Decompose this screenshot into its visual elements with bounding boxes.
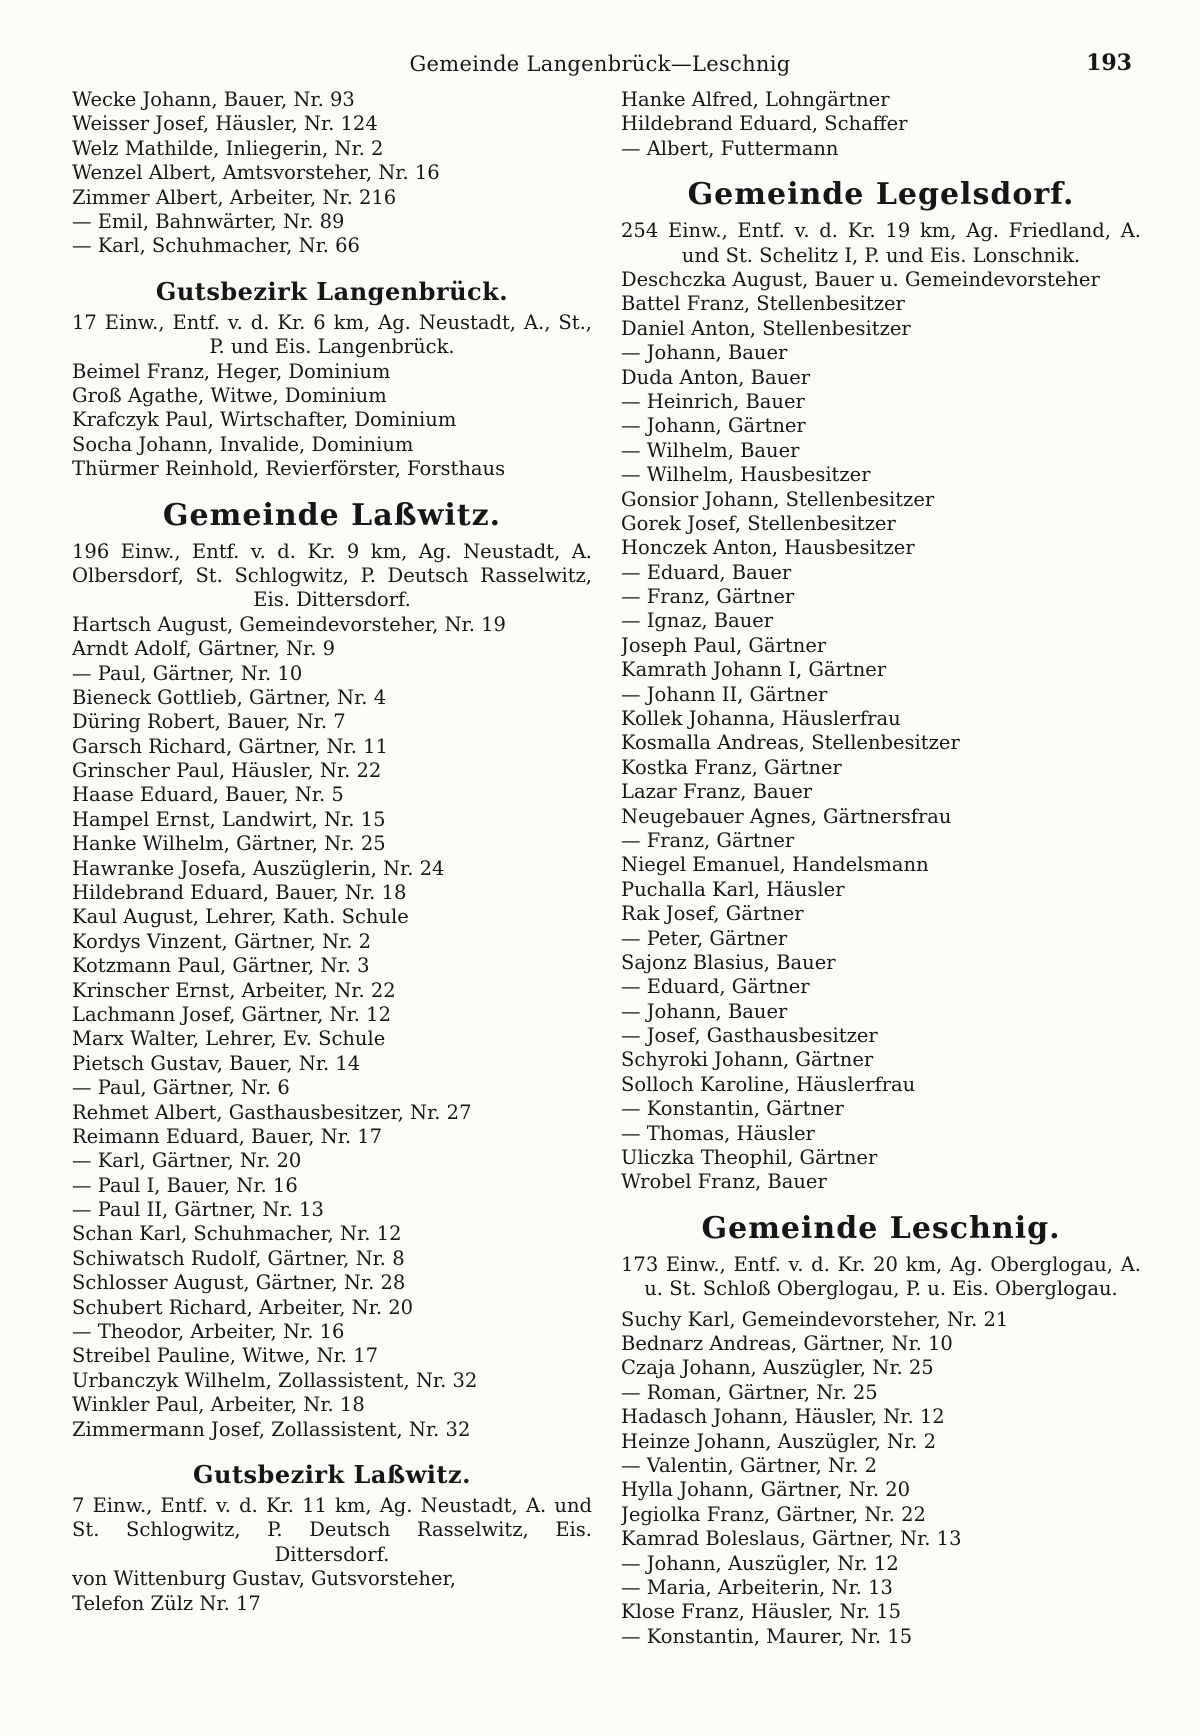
directory-entry: Duda Anton, Bauer: [621, 365, 811, 389]
section-title: Gutsbezirk Laßwitz.: [193, 1460, 471, 1489]
directory-entry: Sajonz Blasius, Bauer: [621, 950, 836, 974]
directory-entry: Neugebauer Agnes, Gärtnersfrau: [621, 804, 952, 828]
directory-entry: — Johann, Bauer: [621, 999, 788, 1023]
left-column: [72, 88, 592, 1616]
directory-entry: Streibel Pauline, Witwe, Nr. 17: [72, 1344, 379, 1368]
directory-entry: Beimel Franz, Heger, Dominium: [72, 359, 391, 383]
directory-entry: Jegiolka Franz, Gärtner, Nr. 22: [621, 1502, 926, 1526]
directory-entry: Daniel Anton, Stellenbesitzer: [621, 316, 911, 340]
directory-entry: Thürmer Reinhold, Revierförster, Forsthaus: [72, 457, 506, 481]
running-title: Gemeinde Langenbrück—Leschnig: [409, 52, 791, 76]
directory-entry: — Ignaz, Bauer: [621, 609, 774, 633]
directory-entry: Schlosser August, Gärtner, Nr. 28: [72, 1271, 406, 1295]
directory-entry: Wenzel Albert, Amtsvorsteher, Nr. 16: [72, 161, 440, 185]
directory-entry: — Karl, Gärtner, Nr. 20: [72, 1149, 302, 1173]
directory-entry: Lazar Franz, Bauer: [621, 780, 813, 804]
directory-entry: Hildebrand Eduard, Bauer, Nr. 18: [72, 881, 407, 905]
section-info: 254 Einw., Entf. v. d. Kr. 19 km, Ag. Friedland, A. und St. Schelitz I, P. und Eis. Lonschnik.: [621, 219, 1141, 267]
directory-entry: Bieneck Gottlieb, Gärtner, Nr. 4: [72, 685, 387, 709]
directory-entry: Krafczyk Paul, Wirtschafter, Dominium: [72, 408, 457, 432]
directory-entry: Wrobel Franz, Bauer: [621, 1170, 827, 1194]
directory-entry: Joseph Paul, Gärtner: [621, 633, 827, 657]
directory-entry: Heinze Johann, Auszügler, Nr. 2: [621, 1429, 936, 1453]
directory-entry: Klose Franz, Häusler, Nr. 15: [621, 1600, 901, 1624]
directory-entry: — Maria, Arbeiterin, Nr. 13: [621, 1575, 893, 1599]
directory-entry: — Paul I, Bauer, Nr. 16: [72, 1173, 298, 1197]
section-title: Gemeinde Leschnig.: [701, 1210, 1061, 1246]
directory-entry: von Wittenburg Gustav, Gutsvorsteher,: [72, 1567, 456, 1591]
directory-entry: Hanke Wilhelm, Gärtner, Nr. 25: [72, 832, 386, 856]
directory-entry: Lachmann Josef, Gärtner, Nr. 12: [72, 1002, 391, 1026]
directory-entry: Gonsior Johann, Stellenbesitzer: [621, 487, 935, 511]
directory-entry: Urbanczyk Wilhelm, Zollassistent, Nr. 32: [72, 1368, 478, 1392]
directory-entry: — Eduard, Gärtner: [621, 975, 810, 999]
directory-entry: Hadasch Johann, Häusler, Nr. 12: [621, 1405, 945, 1429]
directory-entry: — Karl, Schuhmacher, Nr. 66: [72, 234, 360, 258]
directory-entry: Zimmer Albert, Arbeiter, Nr. 216: [72, 185, 397, 209]
directory-entry: Hanke Alfred, Lohngärtner: [621, 88, 890, 111]
section-info: 7 Einw., Entf. v. d. Kr. 11 km, Ag. Neustadt, A. und St. Schlogwitz, P. Deutsch Rasselwitz, Eis. Dittersdorf.: [72, 1494, 592, 1566]
directory-entry: Czaja Johann, Auszügler, Nr. 25: [621, 1356, 934, 1380]
directory-entry: Haase Eduard, Bauer, Nr. 5: [72, 783, 344, 807]
directory-entry: Kotzmann Paul, Gärtner, Nr. 3: [72, 954, 370, 978]
directory-entry: Düring Robert, Bauer, Nr. 7: [72, 710, 346, 734]
directory-entry: — Theodor, Arbeiter, Nr. 16: [72, 1320, 345, 1344]
directory-entry: Marx Walter, Lehrer, Ev. Schule: [72, 1027, 386, 1051]
section-title: Gutsbezirk Langenbrück.: [155, 276, 509, 306]
directory-entry: Rak Josef, Gärtner: [621, 902, 804, 926]
directory-entry: Schubert Richard, Arbeiter, Nr. 20: [72, 1295, 414, 1319]
directory-entry: Gorek Josef, Stellenbesitzer: [621, 511, 896, 535]
directory-entry: Wecke Johann, Bauer, Nr. 93: [72, 88, 355, 111]
directory-entry: — Johann, Auszügler, Nr. 12: [621, 1551, 899, 1575]
directory-entry: — Thomas, Häusler: [621, 1121, 815, 1145]
directory-entry: — Franz, Gärtner: [621, 585, 795, 609]
directory-entry: Honczek Anton, Hausbesitzer: [621, 536, 915, 560]
directory-entry: — Wilhelm, Bauer: [621, 438, 800, 462]
directory-entry: Groß Agathe, Witwe, Dominium: [72, 383, 387, 407]
directory-entry: Kostka Franz, Gärtner: [621, 755, 842, 779]
directory-entry: Kordys Vinzent, Gärtner, Nr. 2: [72, 929, 372, 953]
directory-entry: — Johann II, Gärtner: [621, 682, 828, 706]
directory-entry: Schan Karl, Schuhmacher, Nr. 12: [72, 1222, 402, 1246]
directory-entry: Reimann Eduard, Bauer, Nr. 17: [72, 1124, 383, 1148]
directory-entry: Battel Franz, Stellenbesitzer: [621, 292, 905, 316]
directory-entry: Weisser Josef, Häusler, Nr. 124: [72, 112, 378, 136]
directory-entry: Hildebrand Eduard, Schaffer: [621, 112, 908, 136]
directory-entry: — Konstantin, Gärtner: [621, 1097, 844, 1121]
directory-entry: Welz Mathilde, Inliegerin, Nr. 2: [72, 136, 384, 160]
directory-entry: — Emil, Bahnwärter, Nr. 89: [72, 209, 345, 233]
directory-entry: Arndt Adolf, Gärtner, Nr. 9: [72, 637, 336, 661]
directory-entry: Kaul August, Lehrer, Kath. Schule: [72, 905, 409, 929]
entry-list: [72, 88, 592, 259]
directory-entry: — Johann, Bauer: [621, 341, 788, 365]
directory-entry: — Johann, Gärtner: [621, 414, 806, 438]
directory-entry: Deschczka August, Bauer u. Gemeindevorsteher: [621, 267, 1100, 291]
directory-entry: Kamrath Johann I, Gärtner: [621, 658, 887, 682]
directory-entry: Solloch Karoline, Häuslerfrau: [621, 1072, 916, 1096]
directory-entry: Hawranke Josefa, Auszüglerin, Nr. 24: [72, 856, 445, 880]
entry-list: [72, 613, 592, 1442]
section-info: 17 Einw., Entf. v. d. Kr. 6 km, Ag. Neustadt, A., St., P. und Eis. Langenbrück.: [72, 310, 592, 359]
entry-list: [621, 268, 1141, 1195]
page-header: [0, 50, 1200, 82]
directory-entry: — Paul, Gärtner, Nr. 6: [72, 1076, 290, 1100]
directory-entry: — Josef, Gasthausbesitzer: [621, 1024, 878, 1048]
directory-entry: Kollek Johanna, Häuslerfrau: [621, 707, 901, 731]
directory-entry: Garsch Richard, Gärtner, Nr. 11: [72, 734, 388, 758]
directory-entry: Telefon Zülz Nr. 17: [72, 1591, 261, 1615]
section-title: Gemeinde Legelsdorf.: [687, 177, 1075, 213]
directory-entry: Hylla Johann, Gärtner, Nr. 20: [621, 1478, 911, 1502]
directory-entry: Zimmermann Josef, Zollassistent, Nr. 32: [72, 1417, 471, 1441]
directory-entry: Pietsch Gustav, Bauer, Nr. 14: [72, 1051, 361, 1075]
directory-entry: Winkler Paul, Arbeiter, Nr. 18: [72, 1393, 365, 1417]
entry-list: [621, 1308, 1141, 1649]
directory-entry: Suchy Karl, Gemeindevorsteher, Nr. 21: [621, 1307, 1009, 1331]
directory-entry: Puchalla Karl, Häusler: [621, 877, 845, 901]
directory-entry: Kamrad Boleslaus, Gärtner, Nr. 13: [621, 1527, 962, 1551]
directory-entry: Socha Johann, Invalide, Dominium: [72, 432, 414, 456]
directory-entry: — Konstantin, Maurer, Nr. 15: [621, 1624, 913, 1648]
directory-entry: Schyroki Johann, Gärtner: [621, 1048, 874, 1072]
directory-entry: — Peter, Gärtner: [621, 926, 788, 950]
right-column: [621, 88, 1141, 1649]
directory-entry: — Eduard, Bauer: [621, 560, 792, 584]
section-info: 173 Einw., Entf. v. d. Kr. 20 km, Ag. Oberglogau, A. u. St. Schloß Oberglogau, P. u. Eis. Oberglogau.: [621, 1252, 1141, 1301]
directory-entry: — Roman, Gärtner, Nr. 25: [621, 1380, 878, 1404]
directory-entry: Bednarz Andreas, Gärtner, Nr. 10: [621, 1332, 953, 1356]
directory-entry: — Franz, Gärtner: [621, 828, 795, 852]
directory-entry: — Valentin, Gärtner, Nr. 2: [621, 1453, 878, 1477]
entry-list: [72, 360, 592, 482]
entry-list: [621, 88, 1141, 161]
directory-entry: Krinscher Ernst, Arbeiter, Nr. 22: [72, 978, 396, 1002]
directory-entry: — Paul II, Gärtner, Nr. 13: [72, 1198, 324, 1222]
entry-list: [72, 1567, 592, 1616]
section-title: Gemeinde Laßwitz.: [162, 497, 502, 533]
directory-entry: — Albert, Futtermann: [621, 136, 839, 160]
directory-entry: Hartsch August, Gemeindevorsteher, Nr. 19: [72, 612, 506, 636]
directory-entry: Hampel Ernst, Landwirt, Nr. 15: [72, 807, 386, 831]
directory-entry: — Paul, Gärtner, Nr. 10: [72, 661, 303, 685]
directory-entry: Niegel Emanuel, Handelsmann: [621, 853, 929, 877]
page-number: 193: [1086, 50, 1132, 76]
directory-entry: Uliczka Theophil, Gärtner: [621, 1146, 878, 1170]
directory-entry: — Heinrich, Bauer: [621, 389, 805, 413]
directory-entry: Rehmet Albert, Gasthausbesitzer, Nr. 27: [72, 1100, 472, 1124]
directory-entry: — Wilhelm, Hausbesitzer: [621, 463, 871, 487]
directory-entry: Schiwatsch Rudolf, Gärtner, Nr. 8: [72, 1246, 405, 1270]
directory-entry: Grinscher Paul, Häusler, Nr. 22: [72, 759, 382, 783]
section-info: 196 Einw., Entf. v. d. Kr. 9 km, Ag. Neustadt, A. Olbersdorf, St. Schlogwitz, P. Deutsch Rasselwitz, Eis. Dittersdorf.: [72, 539, 592, 612]
directory-entry: Kosmalla Andreas, Stellenbesitzer: [621, 731, 960, 755]
